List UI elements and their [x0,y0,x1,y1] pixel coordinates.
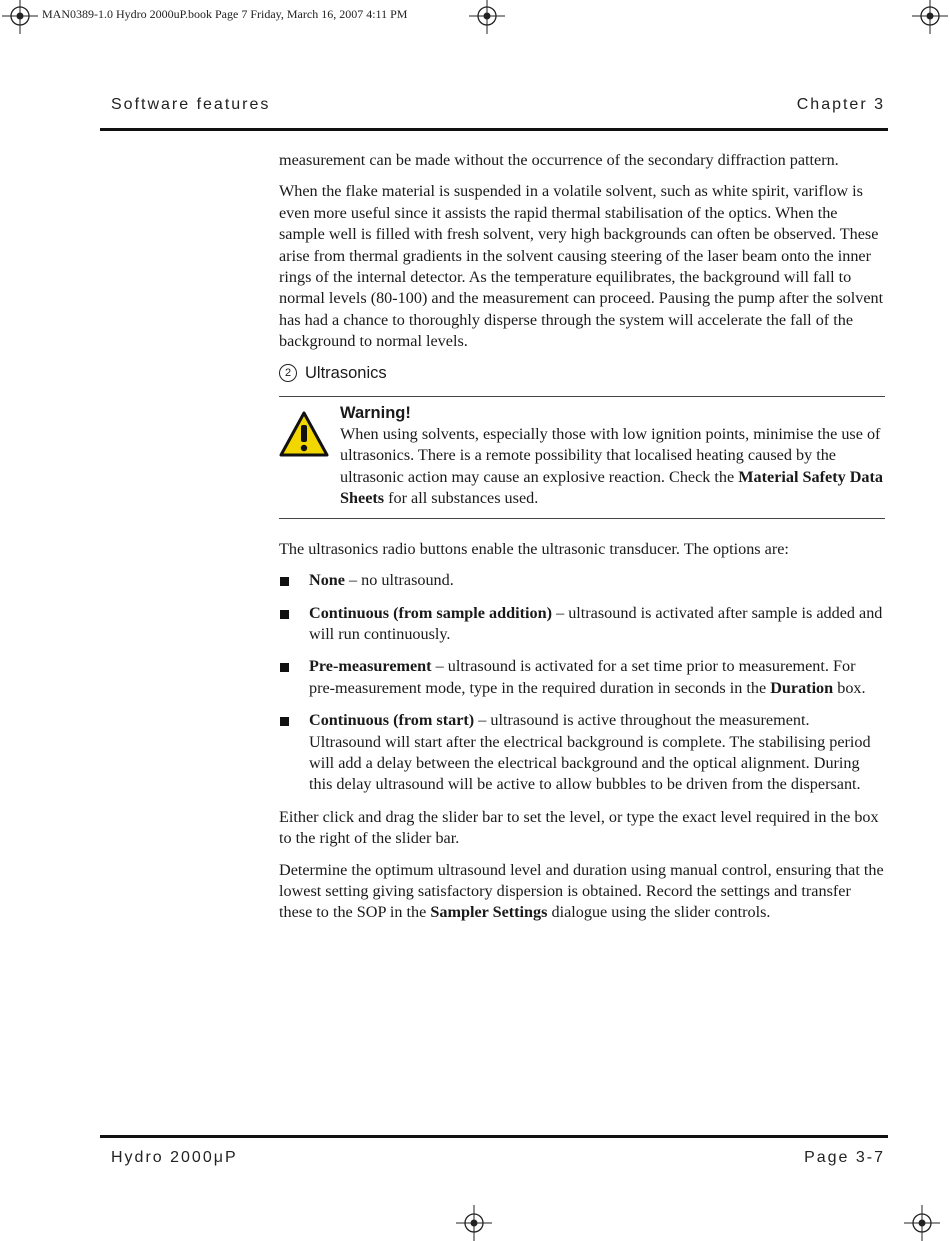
warning-text [340,424,885,510]
running-header [100,96,887,120]
section-title: Ultrasonics [305,363,387,382]
header-section-title: Software features [111,96,271,113]
paragraph-optimum-level [279,860,885,924]
registration-mark-bottom-center-icon [456,1205,492,1241]
print-slug: MAN0389-1.0 Hydro 2000uP.book Page 7 Friday, March 16, 2007 4:11 PM [42,7,408,21]
ultrasonics-options-list [279,570,885,796]
warning-title: Warning! [340,404,411,423]
square-bullet-icon [280,577,289,586]
section-heading-ultrasonics [279,363,885,384]
header-chapter-label: Chapter 3 [796,96,885,113]
option-term: Continuous (from sample addition) [309,603,553,622]
warning-text-part: When using solvents, especially those with low ignition points, minimise the use of ultrasonics. There is a remote possibility that localised heating caused by the ultrasonic action may cause an explosive reaction. Check the [340,425,881,486]
square-bullet-icon [280,663,289,672]
footer-page-number: Page 3-7 [804,1149,885,1166]
warning-text-part-end: for all substances used. [384,489,539,508]
list-item-continuous-from-start [279,710,885,796]
registration-mark-top-center-icon [469,0,505,34]
warning-bold-reference: Material Safety Data Sheets [340,467,883,508]
paragraph-text-end: dialogue using the slider controls. [547,903,771,922]
list-item-continuous-sample-addition [279,603,885,646]
list-item-none [279,570,885,591]
option-description: – ultrasound is activated for a set time prior to measurement. For pre-measurement mode, type in the required duration in seconds in the [309,657,856,697]
square-bullet-icon [280,610,289,619]
option-term: Pre-measurement [309,657,432,676]
option-description: – ultrasound is active throughout the measurement. Ultrasound will start after the electrical background is complete. The stabilising period will add a delay between the electrical background and the optical alignment. During this delay ultrasound will be active to allow bubbles to be driven from the dispersant. [309,711,871,794]
registration-mark-top-right-icon [912,0,948,34]
option-term: Continuous (from start) [309,711,475,730]
warning-box [279,396,885,519]
registration-mark-top-left-icon [2,0,38,34]
option-term: None [309,571,345,590]
option-description-end: box. [833,678,866,697]
running-footer [100,1149,887,1173]
option-description: – ultrasound is activated after sample is added and will run continuously. [309,603,883,643]
footer-product-name: Hydro 2000μP [111,1149,238,1166]
paragraph-volatile-solvent: When the flake material is suspended in a volatile solvent, such as white spirit, variflow is even more useful since it assists the rapid thermal stabilisation of the optics. When the sample well is filled with fresh solvent, very high backgrounds can often be observed. These arise from thermal gradients in the solvent causing steering of the laser beam onto the inner rings of the internal detector. As the temperature equilibrates, the background will fall to normal levels (80-100) and the measurement can proceed. Pausing the pump after the solvent has had a chance to thoroughly disperse through the system will accelerate the fall of the background to normal levels. [279,182,884,351]
header-rule [100,128,888,131]
square-bullet-icon [280,717,289,726]
options-intro: The ultrasonics radio buttons enable the ultrasonic transducer. The options are: [279,539,789,558]
registration-mark-bottom-right-icon [904,1205,940,1241]
paragraph-slider: Either click and drag the slider bar to set the level, or type the exact level required in the box to the right of the slider bar. [279,807,879,848]
option-description: – no ultrasound. [344,571,454,590]
footer-rule [100,1135,888,1138]
page-body [279,150,885,934]
paragraph-continuation: measurement can be made without the occurrence of the secondary diffraction pattern. [279,151,839,169]
list-item-pre-measurement [279,656,885,699]
option-bold-reference: Duration [770,678,834,697]
section-number-badge: 2 [279,364,297,382]
paragraph-text: Determine the optimum ultrasound level and duration using manual control, ensuring that the lowest setting giving satisfactory dispersion is obtained. Record the settings and transfer these to the SOP in the [279,860,884,922]
warning-triangle-icon [279,411,329,457]
sampler-settings-reference: Sampler Settings [430,903,548,922]
